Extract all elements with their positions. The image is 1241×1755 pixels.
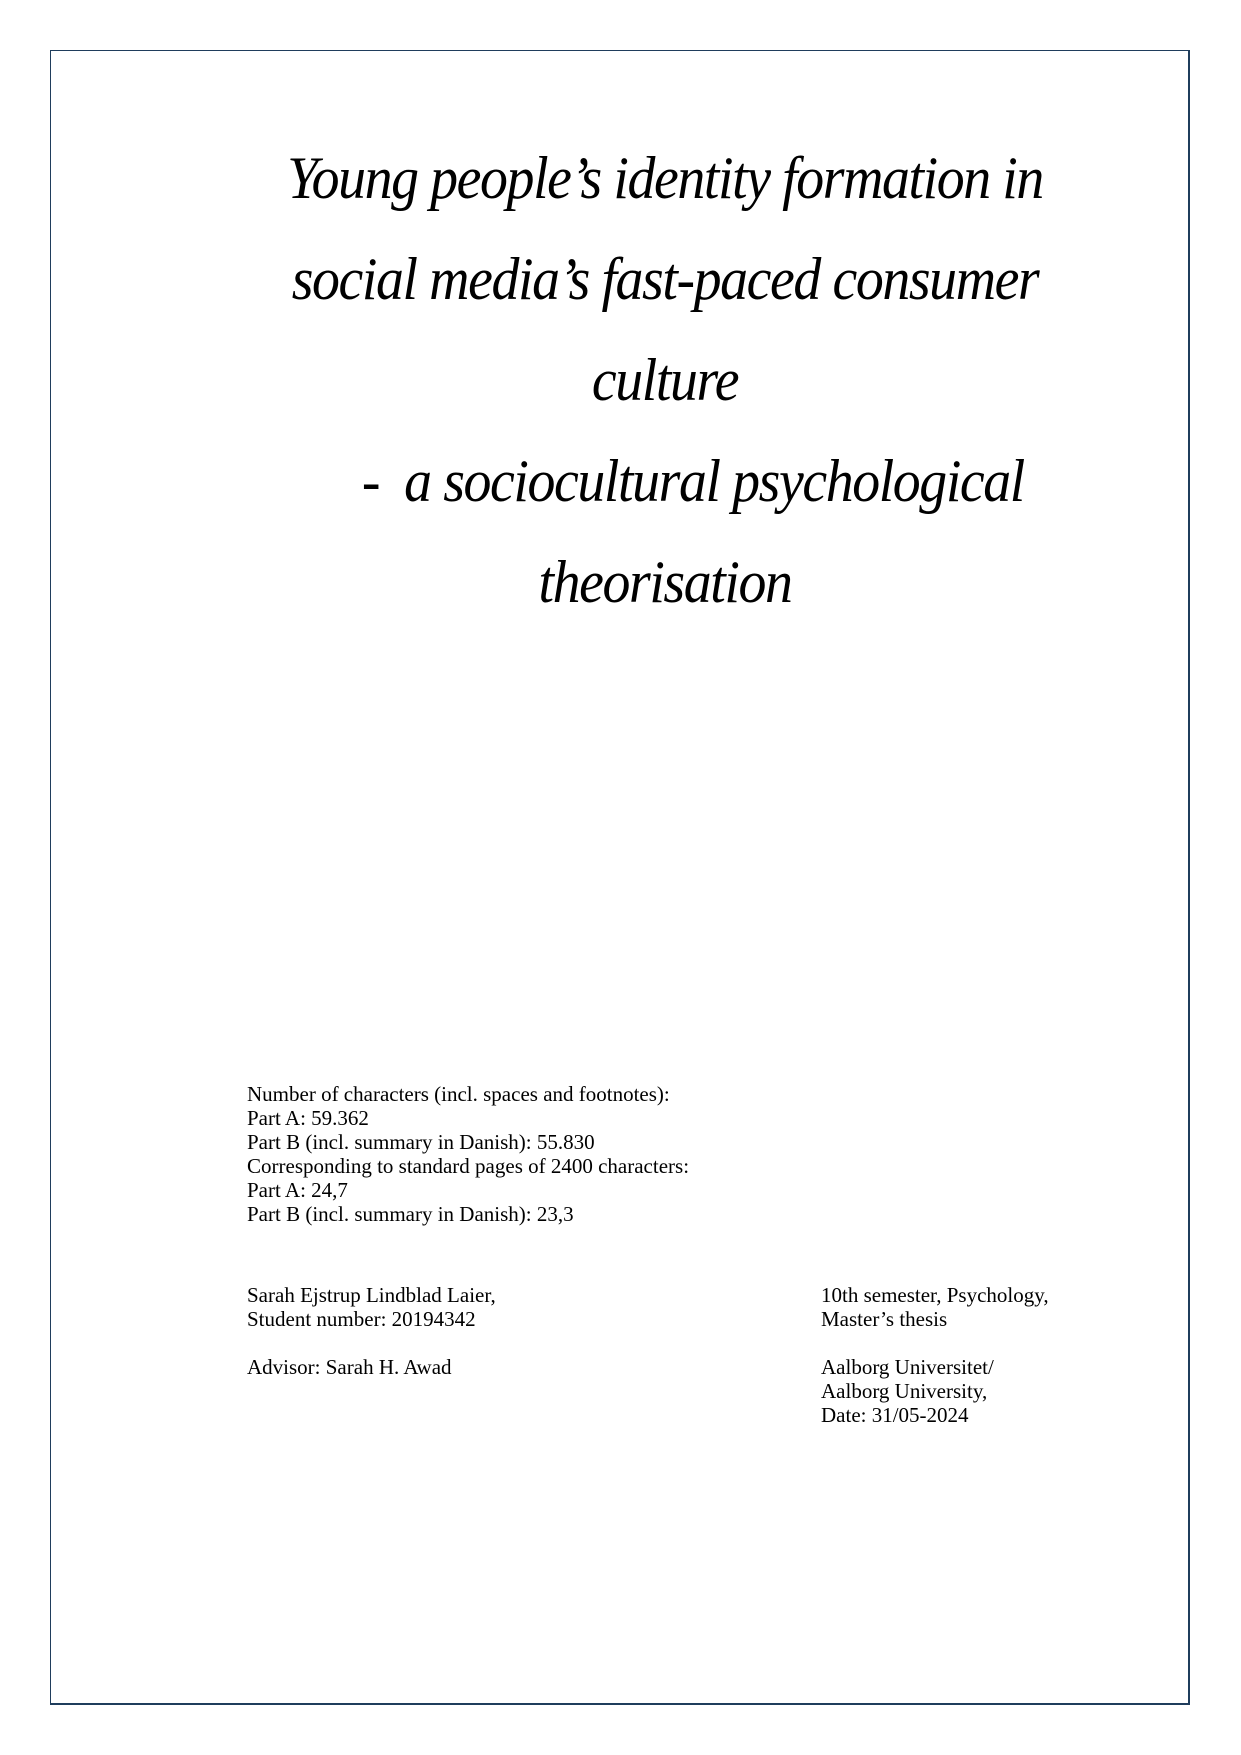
student-number: Student number: 20194342 <box>247 1307 476 1331</box>
subtitle-text-1: a sociocultural psychological <box>404 448 1024 514</box>
char-count-part-a: Part A: 59.362 <box>247 1106 369 1130</box>
submission-date: Date: 31/05-2024 <box>821 1403 969 1427</box>
advisor: Advisor: Sarah H. Awad <box>247 1355 452 1379</box>
author-block <box>247 1283 496 1379</box>
subtitle-dash: - <box>361 448 380 514</box>
title-line-3: culture <box>591 347 739 413</box>
title-line-1: Young people’s identity formation in <box>287 145 1043 211</box>
title-line-2: social media’s fast-paced consumer <box>291 246 1039 312</box>
program-block <box>821 1283 1049 1427</box>
character-count-block <box>247 1082 689 1226</box>
thesis-type: Master’s thesis <box>821 1307 948 1331</box>
char-count-part-b: Part B (incl. summary in Danish): 55.830 <box>247 1130 595 1154</box>
thesis-title <box>230 128 1100 633</box>
pages-part-b: Part B (incl. summary in Danish): 23,3 <box>247 1202 574 1226</box>
pages-heading: Corresponding to standard pages of 2400 characters: <box>247 1154 690 1178</box>
university-english: Aalborg University, <box>821 1379 988 1403</box>
subtitle-line-2: theorisation <box>538 549 792 615</box>
pages-part-a: Part A: 24,7 <box>247 1178 348 1202</box>
author-name: Sarah Ejstrup Lindblad Laier, <box>247 1283 496 1307</box>
subtitle-line-1 <box>260 431 1069 532</box>
char-count-heading: Number of characters (incl. spaces and footnotes): <box>247 1082 670 1106</box>
university-danish: Aalborg Universitet/ <box>821 1355 994 1379</box>
semester: 10th semester, Psychology, <box>821 1283 1049 1307</box>
